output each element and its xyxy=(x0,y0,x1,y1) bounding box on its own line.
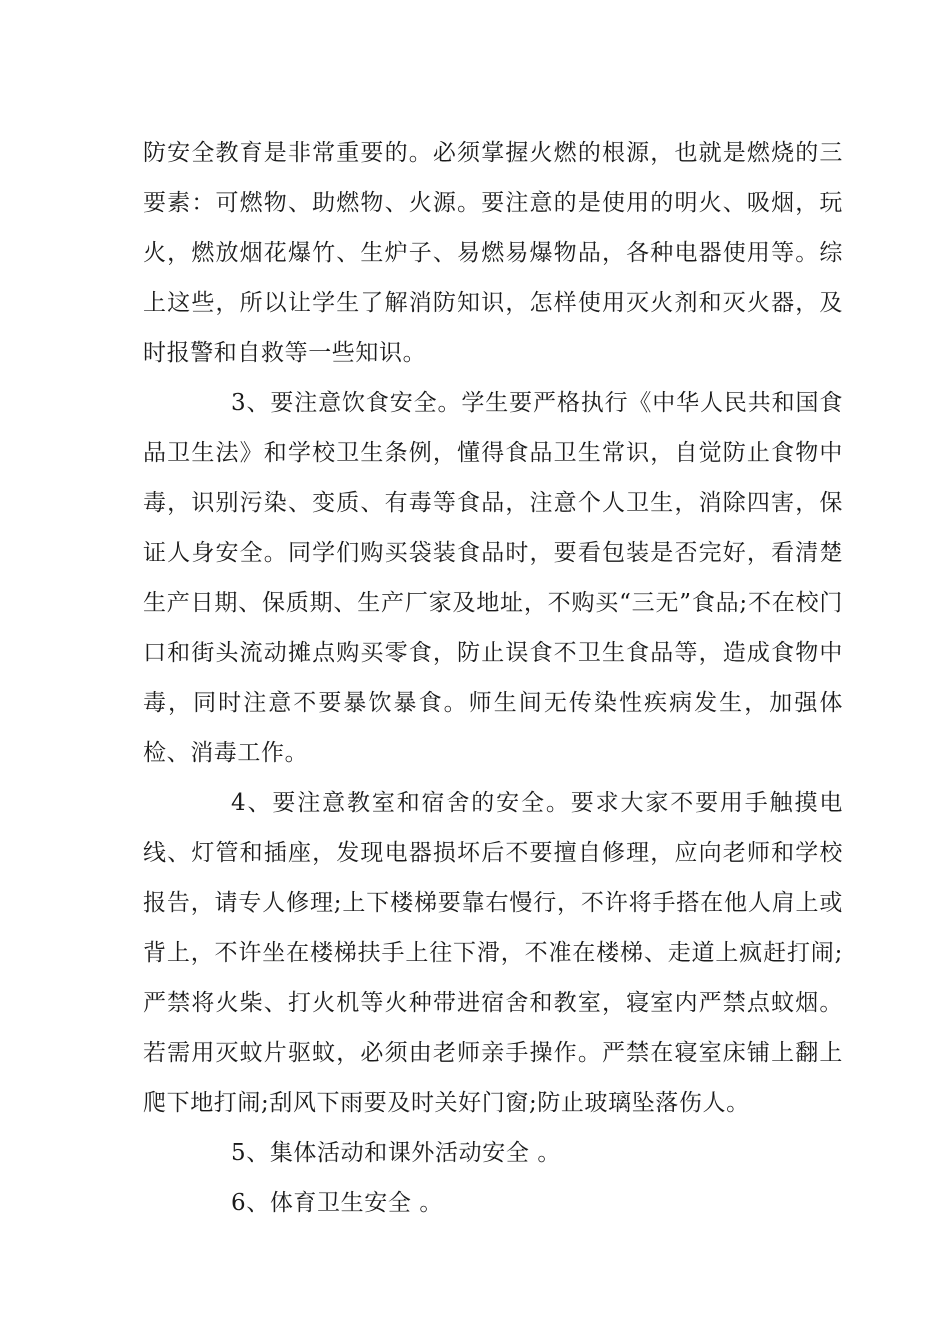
paragraph-fire-safety: 防安全教育是非常重要的。必须掌握火燃的根源，也就是燃烧的三要素：可燃物、助燃物、火源。要注意的是使用的明火、吸烟，玩火，燃放烟花爆竹、生炉子、易燃易爆物品，各种电器使用等。综上这些，所以让学生了解消防知识，怎样使用灭火剂和灭火器，及时报警和自救等一些知识。 xyxy=(143,140,843,366)
paragraph-group-activity-safety: 5、集体活动和课外活动安全 。 xyxy=(231,1140,561,1166)
paragraph-classroom-dorm-safety: 4、要注意教室和宿舍的安全。要求大家不要用手触摸电线、灯管和插座，发现电器损坏后不要擅自修理，应向老师和学校报告，请专人修理;上下楼梯要靠右慢行，不许将手搭在他人肩上或背上，不许坐在楼梯扶手上往下滑，不准在楼梯、走道上疯赶打闹;严禁将火柴、打火机等火种带进宿舍和教室，寝室内严禁点蚊烟。若需用灭蚊片驱蚊，必须由老师亲手操作。严禁在寝室床铺上翻上爬下地打闹;刮风下雨要及时关好门窗;防止玻璃坠落伤人。 xyxy=(143,790,843,1116)
document-body xyxy=(143,128,843,1228)
paragraph-food-safety: 3、要注意饮食安全。学生要严格执行《中华人民共和国食品卫生法》和学校卫生条例，懂得食品卫生常识，自觉防止食物中毒，识别污染、变质、有毒等食品，注意个人卫生，消除四害，保证人身安全。同学们购买袋装食品时，要看包装是否完好，看清楚生产日期、保质期、生产厂家及地址，不购买“三无”食品;不在校门口和街头流动摊点购买零食，防止误食不卫生食品等，造成食物中毒，同时注意不要暴饮暴食。师生间无传染性疾病发生，加强体检、消毒工作。 xyxy=(143,390,843,766)
paragraph-sports-hygiene-safety: 6、体育卫生安全 。 xyxy=(231,1190,443,1216)
